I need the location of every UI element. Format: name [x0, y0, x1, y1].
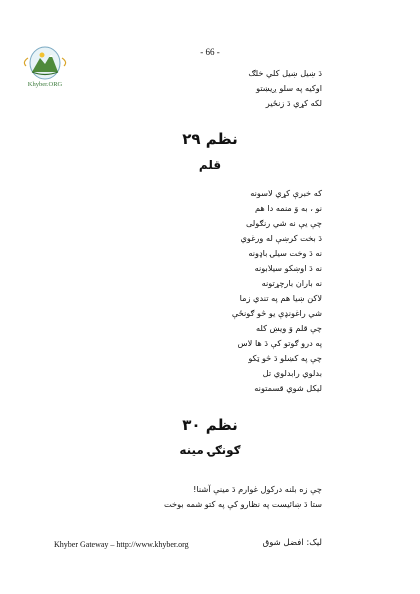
verse-line: لاکن ښيا هم په تندي زما [239, 293, 322, 303]
poem-29-title: قلم [198, 158, 222, 172]
verse-line: دَ بخت کرښې له ورغوي [240, 233, 322, 243]
verse-line: نه دَ اوښکو سيلابونه [254, 263, 322, 273]
logo-text: Khyber.ORG [27, 81, 63, 88]
verse-line: په درو ګوتو کې دَ ها لاس [237, 338, 322, 348]
verse-line: دَ ښيل ښيل کلي خلګ [248, 68, 322, 78]
poem-30-title: ګونګۍ مينه [179, 443, 241, 457]
poem-30-number: نظم ۳۰ [182, 416, 238, 434]
verse-line: نه باران بارچړتونه [261, 278, 322, 288]
verse-line: چې زه بلنه درکول غوارم دَ مينې آشنا! [193, 484, 322, 494]
verse-line: که خبرې کړي لاسونه [250, 188, 322, 198]
verse-line: اوکيه په سلو ږيښتو [256, 83, 322, 93]
verse-line: چې يې نه شي رنګولی [245, 218, 322, 228]
intro-verse [248, 66, 322, 111]
verse-line: ليکل شوي قسمتونه [254, 383, 322, 393]
poem-29-body [232, 186, 322, 396]
verse-line: چې قلم وَ ويښ کله [256, 323, 322, 333]
verse-line: ستا دَ ښائيست په نظارو کې په کتو شمه بوخت [164, 499, 322, 509]
verse-line: نه دَ وخت سيلۍ باډونه [248, 248, 322, 258]
verse-line: نو ، به وَ منمه دا هم [254, 203, 322, 213]
poem-30-body [164, 482, 322, 512]
verse-line: لکه کړي دَ زنځير [265, 98, 322, 108]
verse-line: بدلوي رابدلوي تل [262, 368, 322, 378]
verse-line: شي راغونډې يو څو ګونځې [231, 308, 322, 318]
footer-author: ليک: افضل شوق [262, 538, 322, 548]
verse-line: چې په کښلو دَ څو ټکو [248, 353, 322, 363]
page-number: - 66 - [200, 47, 220, 57]
footer-source: Khyber Gateway – http://www.khyber.org [54, 540, 189, 549]
poem-29-number: نظم ۲۹ [182, 130, 238, 148]
